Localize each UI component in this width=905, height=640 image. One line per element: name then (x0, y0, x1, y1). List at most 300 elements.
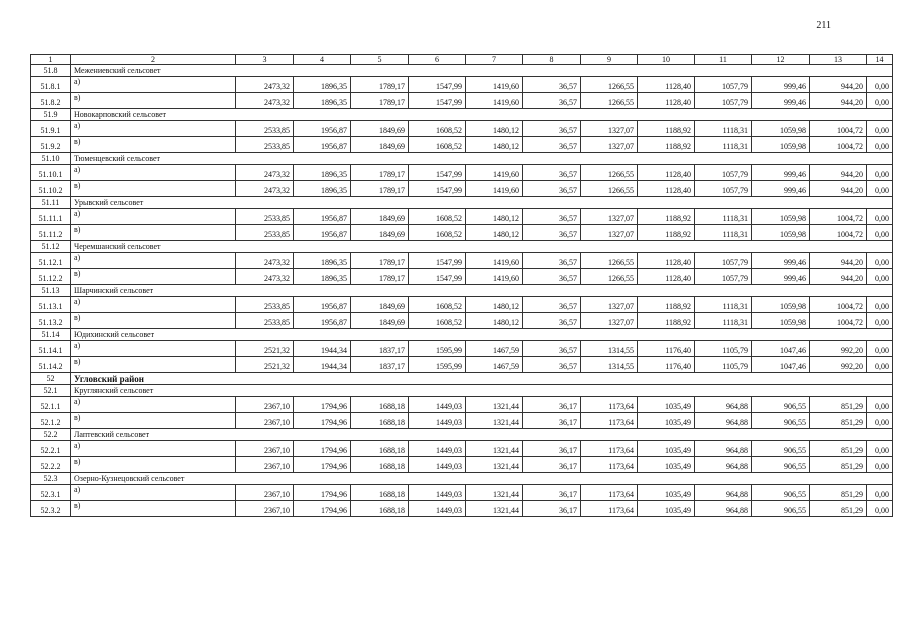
value-cell: 944,20 (810, 269, 867, 285)
value-cell: 1188,92 (638, 137, 695, 153)
value-cell: 2367,10 (236, 501, 294, 517)
value-cell: 0,00 (867, 253, 893, 269)
value-cell: 1035,49 (638, 501, 695, 517)
value-cell: 1118,31 (695, 209, 752, 225)
value-cell: 1956,87 (294, 209, 351, 225)
row-code: 52.1.2 (31, 413, 71, 429)
value-cell: 851,29 (810, 441, 867, 457)
header-row (31, 55, 893, 65)
value-cell: 1173,64 (581, 485, 638, 501)
row-sub-label: а) (71, 341, 236, 357)
row-code: 51.8.1 (31, 77, 71, 93)
column-header: 10 (638, 55, 695, 65)
value-cell: 1608,52 (409, 313, 466, 329)
value-cell: 2367,10 (236, 457, 294, 473)
table-row (31, 341, 893, 357)
section-row (31, 65, 893, 77)
column-header: 6 (409, 55, 466, 65)
value-cell: 1688,18 (351, 485, 409, 501)
value-cell: 1188,92 (638, 209, 695, 225)
value-cell: 999,46 (752, 253, 810, 269)
value-cell: 1327,07 (581, 225, 638, 241)
value-cell: 1057,79 (695, 253, 752, 269)
value-cell: 1059,98 (752, 297, 810, 313)
value-cell: 1896,35 (294, 165, 351, 181)
table-row (31, 77, 893, 93)
value-cell: 1188,92 (638, 313, 695, 329)
section-row (31, 385, 893, 397)
value-cell: 1849,69 (351, 209, 409, 225)
value-cell: 1794,96 (294, 501, 351, 517)
value-cell: 1449,03 (409, 441, 466, 457)
row-code: 51.13 (31, 285, 71, 297)
row-code: 52.2 (31, 429, 71, 441)
section-name: Межениевский сельсовет (71, 65, 893, 77)
value-cell: 1688,18 (351, 397, 409, 413)
value-cell: 1266,55 (581, 77, 638, 93)
section-row (31, 109, 893, 121)
table-row (31, 253, 893, 269)
value-cell: 1467,59 (466, 357, 523, 373)
value-cell: 1547,99 (409, 181, 466, 197)
value-cell: 0,00 (867, 413, 893, 429)
row-code: 51.12.1 (31, 253, 71, 269)
value-cell: 1789,17 (351, 181, 409, 197)
value-cell: 1849,69 (351, 313, 409, 329)
value-cell: 36,57 (523, 341, 581, 357)
value-cell: 1035,49 (638, 485, 695, 501)
value-cell: 1321,44 (466, 501, 523, 517)
column-header: 8 (523, 55, 581, 65)
value-cell: 1849,69 (351, 137, 409, 153)
column-header: 13 (810, 55, 867, 65)
value-cell: 36,57 (523, 357, 581, 373)
value-cell: 999,46 (752, 165, 810, 181)
value-cell: 0,00 (867, 357, 893, 373)
row-code: 51.11 (31, 197, 71, 209)
value-cell: 1608,52 (409, 225, 466, 241)
value-cell: 999,46 (752, 77, 810, 93)
value-cell: 36,57 (523, 165, 581, 181)
column-header: 9 (581, 55, 638, 65)
row-sub-label: а) (71, 165, 236, 181)
value-cell: 1004,72 (810, 225, 867, 241)
row-sub-label: а) (71, 485, 236, 501)
row-sub-label: в) (71, 181, 236, 197)
value-cell: 851,29 (810, 457, 867, 473)
value-cell: 1266,55 (581, 181, 638, 197)
value-cell: 1047,46 (752, 341, 810, 357)
value-cell: 906,55 (752, 457, 810, 473)
row-code: 52.2.1 (31, 441, 71, 457)
value-cell: 964,88 (695, 441, 752, 457)
value-cell: 1547,99 (409, 165, 466, 181)
value-cell: 0,00 (867, 181, 893, 197)
value-cell: 1956,87 (294, 137, 351, 153)
row-code: 51.10.1 (31, 165, 71, 181)
table-row (31, 501, 893, 517)
value-cell: 2367,10 (236, 397, 294, 413)
value-cell: 964,88 (695, 485, 752, 501)
value-cell: 1956,87 (294, 313, 351, 329)
row-sub-label: в) (71, 357, 236, 373)
value-cell: 1047,46 (752, 357, 810, 373)
value-cell: 1794,96 (294, 457, 351, 473)
row-code: 52.3.1 (31, 485, 71, 501)
value-cell: 36,57 (523, 137, 581, 153)
row-code: 52.1 (31, 385, 71, 397)
value-cell: 1128,40 (638, 77, 695, 93)
value-cell: 1321,44 (466, 397, 523, 413)
value-cell: 2473,32 (236, 77, 294, 93)
row-sub-label: а) (71, 209, 236, 225)
value-cell: 0,00 (867, 225, 893, 241)
value-cell: 36,57 (523, 269, 581, 285)
value-cell: 2533,85 (236, 297, 294, 313)
value-cell: 2533,85 (236, 225, 294, 241)
section-name: Новокарповский сельсовет (71, 109, 893, 121)
value-cell: 1547,99 (409, 269, 466, 285)
value-cell: 1188,92 (638, 121, 695, 137)
value-cell: 0,00 (867, 77, 893, 93)
value-cell: 1480,12 (466, 137, 523, 153)
value-cell: 1266,55 (581, 253, 638, 269)
value-cell: 36,17 (523, 413, 581, 429)
value-cell: 906,55 (752, 485, 810, 501)
value-cell: 1059,98 (752, 313, 810, 329)
value-cell: 851,29 (810, 485, 867, 501)
row-sub-label: а) (71, 297, 236, 313)
value-cell: 1547,99 (409, 93, 466, 109)
value-cell: 1266,55 (581, 93, 638, 109)
value-cell: 1944,34 (294, 357, 351, 373)
value-cell: 1059,98 (752, 225, 810, 241)
value-cell: 1419,60 (466, 77, 523, 93)
value-cell: 1608,52 (409, 209, 466, 225)
value-cell: 1321,44 (466, 457, 523, 473)
row-code: 51.12.2 (31, 269, 71, 285)
value-cell: 1057,79 (695, 165, 752, 181)
row-code: 51.14.1 (31, 341, 71, 357)
section-row (31, 429, 893, 441)
value-cell: 1118,31 (695, 121, 752, 137)
value-cell: 1173,64 (581, 441, 638, 457)
value-cell: 1837,17 (351, 357, 409, 373)
value-cell: 1896,35 (294, 253, 351, 269)
row-sub-label: а) (71, 397, 236, 413)
value-cell: 1849,69 (351, 121, 409, 137)
value-cell: 1327,07 (581, 209, 638, 225)
row-sub-label: а) (71, 77, 236, 93)
row-code: 52 (31, 373, 71, 385)
section-name: Юдихинский сельсовет (71, 329, 893, 341)
value-cell: 851,29 (810, 397, 867, 413)
value-cell: 2521,32 (236, 357, 294, 373)
value-cell: 1789,17 (351, 253, 409, 269)
table-row (31, 269, 893, 285)
column-header: 3 (236, 55, 294, 65)
value-cell: 999,46 (752, 269, 810, 285)
value-cell: 1105,79 (695, 341, 752, 357)
value-cell: 1449,03 (409, 501, 466, 517)
value-cell: 1176,40 (638, 341, 695, 357)
column-header: 2 (71, 55, 236, 65)
table-row (31, 225, 893, 241)
value-cell: 1118,31 (695, 225, 752, 241)
value-cell: 2521,32 (236, 341, 294, 357)
value-cell: 1480,12 (466, 297, 523, 313)
value-cell: 1314,55 (581, 357, 638, 373)
table-row (31, 357, 893, 373)
value-cell: 1059,98 (752, 209, 810, 225)
value-cell: 2533,85 (236, 209, 294, 225)
row-sub-label: в) (71, 137, 236, 153)
value-cell: 1608,52 (409, 137, 466, 153)
value-cell: 0,00 (867, 93, 893, 109)
value-cell: 851,29 (810, 413, 867, 429)
row-sub-label: а) (71, 253, 236, 269)
section-row (31, 153, 893, 165)
row-code: 51.9.2 (31, 137, 71, 153)
value-cell: 1327,07 (581, 137, 638, 153)
column-header: 12 (752, 55, 810, 65)
value-cell: 1035,49 (638, 457, 695, 473)
value-cell: 1419,60 (466, 269, 523, 285)
page-number: 211 (816, 20, 831, 31)
value-cell: 1128,40 (638, 165, 695, 181)
table-row (31, 457, 893, 473)
value-cell: 1688,18 (351, 501, 409, 517)
value-cell: 1467,59 (466, 341, 523, 357)
value-cell: 906,55 (752, 397, 810, 413)
column-header: 14 (867, 55, 893, 65)
value-cell: 1173,64 (581, 501, 638, 517)
value-cell: 1059,98 (752, 137, 810, 153)
row-code: 52.1.1 (31, 397, 71, 413)
district-row (31, 373, 893, 385)
row-code: 51.11.1 (31, 209, 71, 225)
value-cell: 1173,64 (581, 457, 638, 473)
value-cell: 1173,64 (581, 413, 638, 429)
section-name: Черемшанский сельсовет (71, 241, 893, 253)
row-code: 51.9 (31, 109, 71, 121)
section-row (31, 473, 893, 485)
value-cell: 944,20 (810, 181, 867, 197)
value-cell: 1035,49 (638, 413, 695, 429)
value-cell: 1321,44 (466, 441, 523, 457)
value-cell: 1004,72 (810, 297, 867, 313)
value-cell: 2367,10 (236, 485, 294, 501)
value-cell: 1118,31 (695, 137, 752, 153)
value-cell: 1105,79 (695, 357, 752, 373)
value-cell: 1595,99 (409, 357, 466, 373)
value-cell: 1314,55 (581, 341, 638, 357)
value-cell: 944,20 (810, 165, 867, 181)
value-cell: 1188,92 (638, 225, 695, 241)
value-cell: 36,17 (523, 457, 581, 473)
table-row (31, 121, 893, 137)
section-name: Тюменцевский сельсовет (71, 153, 893, 165)
value-cell: 1057,79 (695, 93, 752, 109)
value-cell: 906,55 (752, 441, 810, 457)
value-cell: 1547,99 (409, 253, 466, 269)
section-row (31, 241, 893, 253)
value-cell: 964,88 (695, 501, 752, 517)
tariff-table (30, 54, 893, 517)
value-cell: 1480,12 (466, 225, 523, 241)
value-cell: 1173,64 (581, 397, 638, 413)
value-cell: 1035,49 (638, 397, 695, 413)
value-cell: 944,20 (810, 93, 867, 109)
table-body (31, 55, 893, 517)
value-cell: 944,20 (810, 253, 867, 269)
row-code: 51.14 (31, 329, 71, 341)
value-cell: 1896,35 (294, 181, 351, 197)
row-sub-label: в) (71, 457, 236, 473)
column-header: 4 (294, 55, 351, 65)
section-row (31, 197, 893, 209)
table-row (31, 181, 893, 197)
value-cell: 1849,69 (351, 297, 409, 313)
value-cell: 1057,79 (695, 269, 752, 285)
value-cell: 992,20 (810, 357, 867, 373)
value-cell: 0,00 (867, 501, 893, 517)
value-cell: 1480,12 (466, 209, 523, 225)
value-cell: 1449,03 (409, 485, 466, 501)
value-cell: 1419,60 (466, 93, 523, 109)
value-cell: 944,20 (810, 77, 867, 93)
value-cell: 1608,52 (409, 297, 466, 313)
row-code: 51.12 (31, 241, 71, 253)
value-cell: 36,57 (523, 93, 581, 109)
value-cell: 1896,35 (294, 77, 351, 93)
section-name: Шарчинский сельсовет (71, 285, 893, 297)
value-cell: 906,55 (752, 501, 810, 517)
column-header: 11 (695, 55, 752, 65)
row-code: 52.2.2 (31, 457, 71, 473)
row-code: 51.14.2 (31, 357, 71, 373)
table-row (31, 313, 893, 329)
value-cell: 0,00 (867, 313, 893, 329)
value-cell: 1449,03 (409, 457, 466, 473)
table-row (31, 137, 893, 153)
row-code: 52.3.2 (31, 501, 71, 517)
value-cell: 2473,32 (236, 165, 294, 181)
row-code: 51.8 (31, 65, 71, 77)
value-cell: 36,17 (523, 397, 581, 413)
value-cell: 2367,10 (236, 441, 294, 457)
value-cell: 1956,87 (294, 297, 351, 313)
row-code: 51.9.1 (31, 121, 71, 137)
value-cell: 0,00 (867, 397, 893, 413)
value-cell: 1321,44 (466, 413, 523, 429)
table-row (31, 93, 893, 109)
value-cell: 36,17 (523, 441, 581, 457)
row-sub-label: в) (71, 501, 236, 517)
row-sub-label: в) (71, 313, 236, 329)
value-cell: 0,00 (867, 441, 893, 457)
column-header: 7 (466, 55, 523, 65)
value-cell: 1128,40 (638, 269, 695, 285)
value-cell: 0,00 (867, 137, 893, 153)
value-cell: 1794,96 (294, 485, 351, 501)
value-cell: 1480,12 (466, 121, 523, 137)
value-cell: 1789,17 (351, 165, 409, 181)
value-cell: 1004,72 (810, 209, 867, 225)
value-cell: 1449,03 (409, 413, 466, 429)
value-cell: 1449,03 (409, 397, 466, 413)
value-cell: 0,00 (867, 269, 893, 285)
row-code: 51.11.2 (31, 225, 71, 241)
value-cell: 851,29 (810, 501, 867, 517)
value-cell: 36,57 (523, 313, 581, 329)
value-cell: 36,57 (523, 121, 581, 137)
value-cell: 1176,40 (638, 357, 695, 373)
value-cell: 1327,07 (581, 297, 638, 313)
value-cell: 1327,07 (581, 121, 638, 137)
table-row (31, 413, 893, 429)
column-header: 1 (31, 55, 71, 65)
value-cell: 1419,60 (466, 181, 523, 197)
value-cell: 1956,87 (294, 225, 351, 241)
value-cell: 1789,17 (351, 77, 409, 93)
section-row (31, 329, 893, 341)
row-code: 51.10 (31, 153, 71, 165)
table-row (31, 397, 893, 413)
row-sub-label: в) (71, 93, 236, 109)
value-cell: 1688,18 (351, 441, 409, 457)
value-cell: 0,00 (867, 165, 893, 181)
value-cell: 2367,10 (236, 413, 294, 429)
table-row (31, 209, 893, 225)
value-cell: 1327,07 (581, 313, 638, 329)
table-row (31, 165, 893, 181)
value-cell: 0,00 (867, 297, 893, 313)
row-sub-label: в) (71, 413, 236, 429)
value-cell: 1128,40 (638, 181, 695, 197)
value-cell: 992,20 (810, 341, 867, 357)
value-cell: 36,57 (523, 297, 581, 313)
value-cell: 36,57 (523, 209, 581, 225)
value-cell: 2533,85 (236, 121, 294, 137)
value-cell: 2473,32 (236, 269, 294, 285)
value-cell: 0,00 (867, 121, 893, 137)
row-sub-label: в) (71, 225, 236, 241)
value-cell: 1688,18 (351, 457, 409, 473)
row-sub-label: а) (71, 121, 236, 137)
value-cell: 1321,44 (466, 485, 523, 501)
section-name: Круглянский сельсовет (71, 385, 893, 397)
section-name: Озерно-Кузнецовский сельсовет (71, 473, 893, 485)
value-cell: 1004,72 (810, 121, 867, 137)
section-row (31, 285, 893, 297)
value-cell: 1595,99 (409, 341, 466, 357)
value-cell: 36,17 (523, 501, 581, 517)
table-row (31, 297, 893, 313)
value-cell: 1188,92 (638, 297, 695, 313)
value-cell: 906,55 (752, 413, 810, 429)
row-code: 52.3 (31, 473, 71, 485)
value-cell: 1789,17 (351, 93, 409, 109)
table-row (31, 441, 893, 457)
value-cell: 1035,49 (638, 441, 695, 457)
value-cell: 2473,32 (236, 181, 294, 197)
value-cell: 36,57 (523, 253, 581, 269)
value-cell: 0,00 (867, 485, 893, 501)
value-cell: 2533,85 (236, 313, 294, 329)
value-cell: 36,17 (523, 485, 581, 501)
row-code: 51.13.2 (31, 313, 71, 329)
